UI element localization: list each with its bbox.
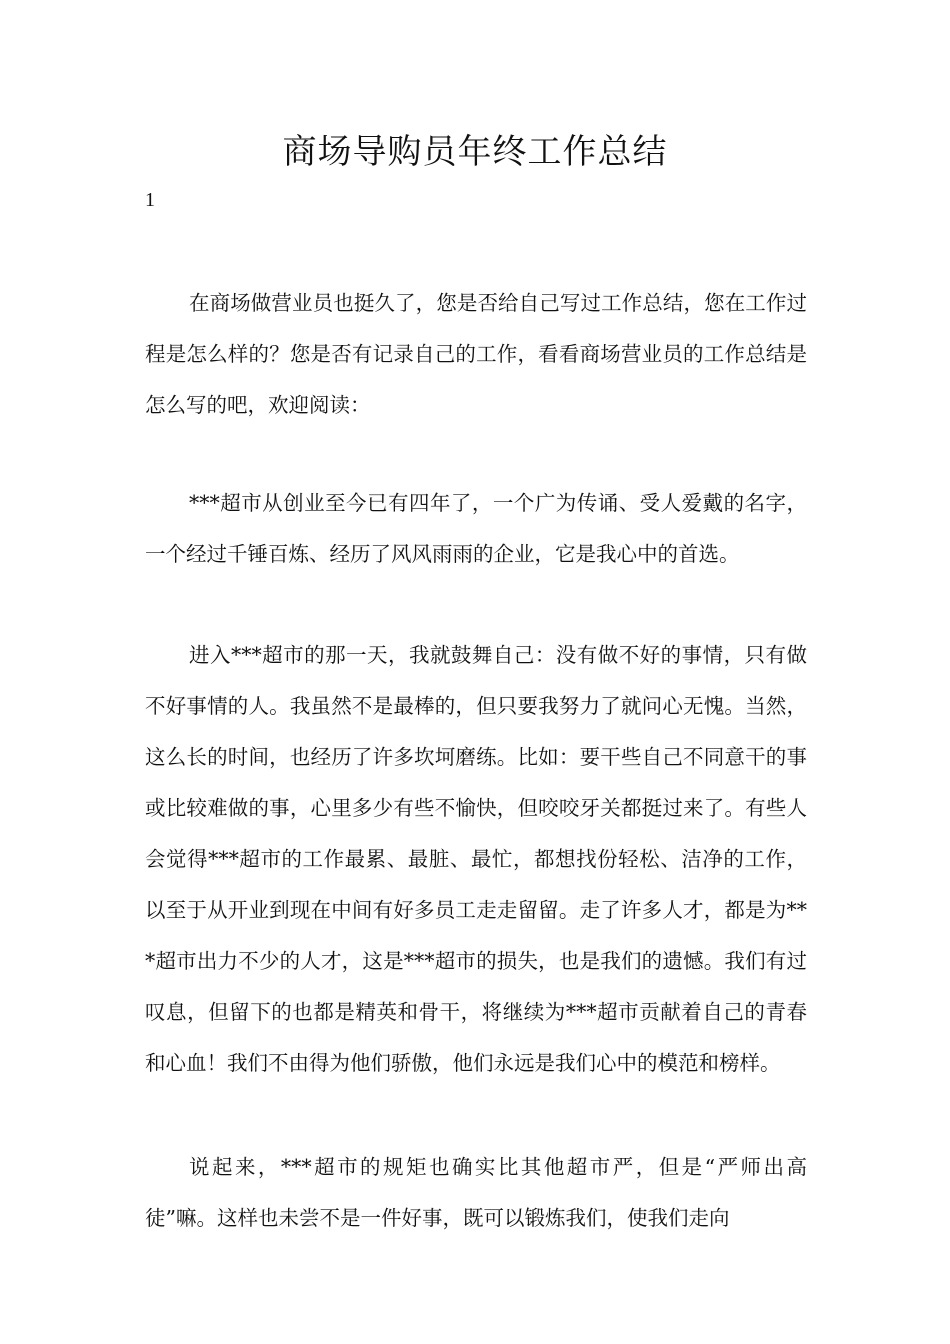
- paragraph-strict-rules: 说起来，***超市的规矩也确实比其他超市严，但是“严师出高徒”嘛。这样也未尝不是一件好事，既可以锻炼我们，使我们走向: [145, 1155, 807, 1230]
- paragraph-intro: 在商场做营业员也挺久了，您是否给自己写过工作总结，您在工作过程是怎么样的？您是否有记录自己的工作，看看商场营业员的工作总结是怎么写的吧，欢迎阅读：: [145, 291, 807, 417]
- page-number: 1: [145, 189, 155, 211]
- document-title: 商场导购员年终工作总结: [282, 132, 668, 172]
- paragraph-joining-experience: 进入***超市的那一天，我就鼓舞自己：没有做不好的事情，只有做不好事情的人。我虽然不是最棒的，但只要我努力了就问心无愧。当然，这么长的时间，也经历了许多坎坷磨练。比如：要干些自己不同意干的事或比较难做的事，心里多少有些不愉快，但咬咬牙关都挺过来了。有些人会觉得***超市的工作最累、最脏、最忙，都想找份轻松、洁净的工作，以至于从开业到现在中间有好多员工走走留留。走了许多人才，都是为***超市出力不少的人才，这是***超市的损失，也是我们的遗憾。我们有过叹息，但留下的也都是精英和骨干，将继续为***超市贡献着自己的青春和心血！我们不由得为他们骄傲，他们永远是我们心中的模范和榜样。: [145, 643, 807, 1075]
- paragraph-supermarket-history: ***超市从创业至今已有四年了，一个广为传诵、受人爱戴的名字，一个经过千锤百炼、经历了风风雨雨的企业，它是我心中的首选。: [145, 491, 807, 566]
